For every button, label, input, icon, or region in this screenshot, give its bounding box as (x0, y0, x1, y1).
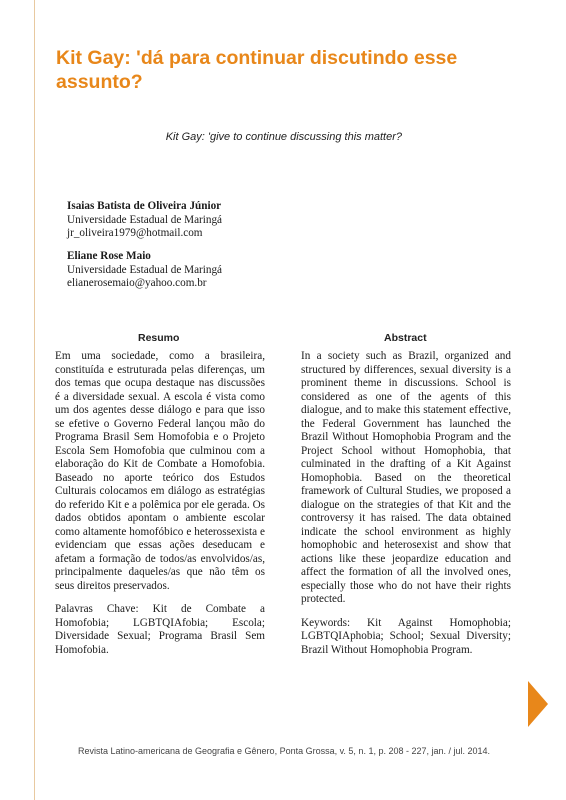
article-subtitle-english: Kit Gay: 'give to continue discussing this matter? (165, 131, 402, 143)
author-block-1 (67, 200, 222, 241)
author-email: elianerosemaio@yahoo.com.br (67, 277, 207, 289)
author-name: Eliane Rose Maio (67, 250, 151, 262)
author-email: jr_oliveira1979@hotmail.com (67, 227, 203, 239)
triangle-right-icon[interactable] (528, 681, 548, 727)
resumo-column (55, 350, 265, 667)
resumo-keywords: Palavras Chave: Kit de Combate a Homofobia; LGBTQIAfobia; Escola; Diversidade Sexual; Programa Brasil Sem Homofobia. (55, 603, 265, 656)
author-affiliation: Universidade Estadual de Maringá (67, 263, 223, 276)
abstract-body: In a society such as Brazil, organized and structured by differences, sexual diversity is a prominent theme in discussions. School is considered as one of the agents of this dialogue, and to make this statement effective, the Federal Government has launched the Brazil Without Homophobia Program and the Project School without Homophobia, that culminated in the drafting of a Kit Against Homophobia. Based on the theoretical framework of Cultural Studies, we proposed a dialogue on the strategies of that Kit and the controversy it has raised. The data obtained indicate the school environment as highly homophobic and heterosexist and show that actions like these jeopardize education and affect the formation of all the involved ones, especially those who do not have their rights protected. (301, 350, 511, 605)
abstract-column (301, 350, 511, 667)
resumo-body: Em uma sociedade, como a brasileira, constituída e estruturada pelas diferenças, um dos temas que ocupa destaque nas discussões é a diversidade sexual. A escola é vista como um dos agentes desse diálogo e para que isso se efetive o Governo Federal lançou mão do Programa Brasil Sem Homofobia e o Projeto Escola Sem Homofobia que culminou com a elaboração do Kit de Combate a Homofobia. Baseado no aporte teórico dos Estudos Culturais colocamos em diálogo as estratégias do referido Kit e a polêmica por ele gerada. Os dados obtidos apontam o ambiente escolar como altamente homofóbico e heterossexista e evidenciam que essas ações deseducam e afetam a formação de todos/as envolvidos/as, principalmente daqueles/as que não têm os seus direitos preservados. (55, 350, 265, 592)
resumo-heading: Resumo (138, 332, 180, 344)
abstract-keywords: Keywords: Kit Against Homophobia; LGBTQIAphobia; School; Sexual Diversity; Brazil Without Homophobia Program. (301, 616, 511, 656)
page-margin-rule (34, 0, 35, 800)
abstract-heading: Abstract (384, 332, 427, 344)
journal-citation-footer: Revista Latino-americana de Geografia e Gênero, Ponta Grossa, v. 5, n. 1, p. 208 - 227, jan. / jul. 2014. (77, 746, 491, 756)
author-name: Isaias Batista de Oliveira Júnior (67, 200, 222, 212)
article-title: Kit Gay: 'dá para continuar discutindo esse assunto? (56, 47, 458, 93)
author-block-2 (67, 250, 222, 291)
author-affiliation: Universidade Estadual de Maringá (67, 213, 223, 226)
